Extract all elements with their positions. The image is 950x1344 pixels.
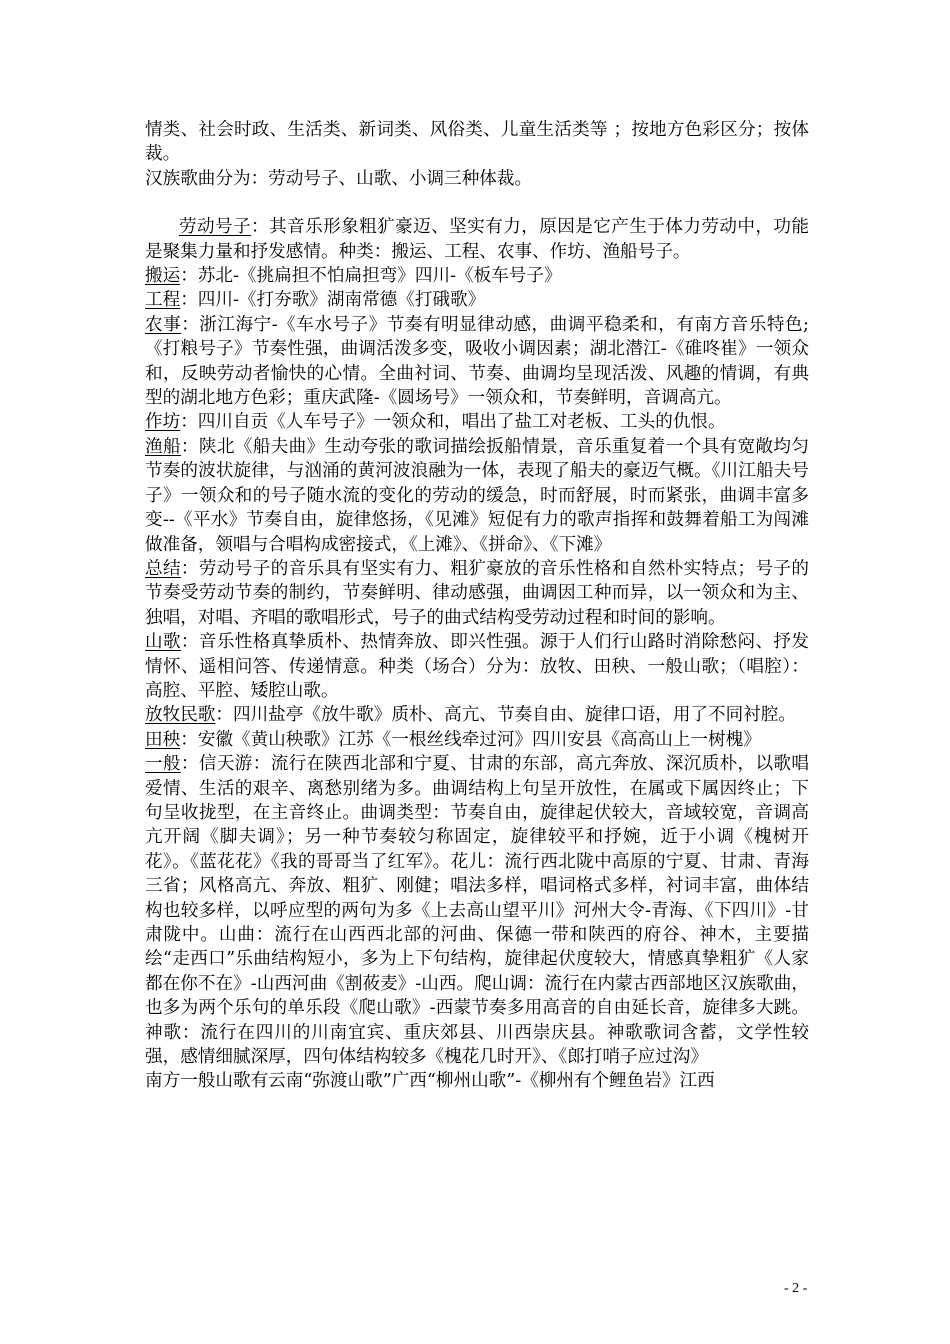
paragraph-text: ：四川自贡《人车号子》一领众和，唱出了盐工对老板、工头的仇恨。 [180, 412, 726, 433]
heading-herding: 放牧民歌 [145, 705, 216, 726]
paragraph-text: ：其音乐形象粗犷豪迈、坚实有力，原因是它产生于体力劳动中，功能是聚集力量和抒发感情。种类：搬运、工程、农事、作坊、渔船号子。 [145, 217, 809, 262]
paragraph-transport [145, 264, 809, 288]
paragraph-text: 南方一般山歌有云南“弥渡山歌”广西“柳州山歌”-《柳州有个鲤鱼岩》江西 [145, 1071, 715, 1092]
paragraph-genres [145, 167, 809, 191]
heading-boatmen: 渔船 [145, 436, 181, 457]
paragraph-southern [145, 1069, 809, 1093]
paragraph-text: ：安徽《黄山秧歌》江苏《一根丝线牵过河》四川安县《高高山上一树槐》 [180, 729, 761, 750]
paragraph-rice-planting [145, 728, 809, 752]
paragraph-text: ：信天游：流行在陕西北部和宁夏、甘肃的东部，高亢奔放、深沉质朴，以歌唱爱情、生活的艰辛、离愁别绪为多。曲调结构上句呈开放性，在属或下属因终止；下句呈收拢型，在主音终止。曲调类型：节奏自由，旋律起伏较大，音域较宽，音调高亢开阔《脚夫调》；另一种节奏较匀称固定，旋律较平和抒婉，近于小调《槐树开花》。《蓝花花》《我的哥哥当了红军》。花儿：流行西北陇中高原的宁夏、甘肃、青海三省；风格高亢、奔放、粗犷、刚健；唱法多样，唱词格式多样，衬词丰富，曲体结构也较多样，以呼应型的两句为多《上去高山望平川》河州大令-青海、《下四川》-甘肃陇中。山曲：流行在山西西北部的河曲、保德一带和陕西的府谷、神木，主要描绘“走西口”乐曲结构短小，多为上下句结构，旋律起伏度较大，情感真挚粗犷《人家都在你不在》-山西河曲《割莜麦》-山西。爬山调：流行在内蒙古西部地区汉族歌曲，也多为两个乐句的单乐段《爬山歌》-西蒙节奏多用高音的自由延长音，旋律多大跳。神歌：流行在四川的川南宜宾、重庆郊县、川西崇庆县。神歌歌词含蓄，文学性较强，感情细腻深厚，四句体结构较多《槐花几时开》、《郎打哨子应过沟》 [145, 754, 809, 1068]
heading-rice-planting: 田秧 [145, 729, 181, 750]
paragraph-general [145, 752, 809, 1069]
paragraph-mountain-song [145, 630, 809, 703]
heading-workshop: 作坊 [145, 412, 181, 433]
paragraph-text: ：苏北-《挑扁担不怕扁担弯》四川-《板车号子》 [180, 266, 562, 287]
paragraph-boatmen [145, 435, 809, 557]
heading-general: 一般 [145, 754, 181, 775]
paragraph-herding [145, 703, 809, 727]
paragraph-text: ：四川盐亭《放牛歌》质朴、高亢、节奏自由、旋律口语，用了不同衬腔。 [215, 705, 796, 726]
paragraph-text: 汉族歌曲分为：劳动号子、山歌、小调三种体裁。 [145, 168, 533, 189]
heading-summary: 总结 [145, 558, 181, 579]
heading-transport: 搬运 [145, 266, 181, 287]
paragraph-text: ：陕北《船夫曲》生动夸张的歌词描绘扳船情景，音乐重复着一个具有宽敞均匀节奏的波状旋律，与汹涌的黄河波浪融为一体，表现了船夫的豪迈气概。《川江船夫号子》一领众和的号子随水流的变化的劳动的缓急，时而舒展，时而紧张，曲调丰富多变--《平水》节奏自由，旋律悠扬，《见滩》短促有力的歌声指挥和鼓舞着船工为闯滩做准备，领唱与合唱构成密接式，《上滩》、《拼命》、《下滩》 [145, 436, 809, 555]
heading-mountain-song: 山歌 [145, 632, 181, 653]
paragraph-spacer [145, 191, 809, 215]
page-number: - 2 - [784, 1281, 808, 1296]
paragraph-text: ：音乐性格真挚质朴、热情奔放、即兴性强。源于人们行山路时消除愁闷、抒发情怀、遥相问答、传递情意。种类（场合）分为：放牧、田秧、一般山歌；（唱腔）：高腔、平腔、矮腔山歌。 [145, 632, 809, 701]
document-body [145, 118, 809, 1094]
heading-labor-chant: 劳动号子 [179, 217, 252, 238]
paragraph-engineering [145, 288, 809, 312]
paragraph-labor-chant [145, 215, 809, 264]
paragraph-summary [145, 557, 809, 630]
paragraph-workshop [145, 410, 809, 434]
paragraph-text: ：四川-《打夯歌》湖南常德《打硪歌》 [180, 290, 486, 311]
paragraph-text: ：劳动号子的音乐具有坚实有力、粗犷豪放的音乐性格和自然朴实特点；号子的节奏受劳动节奏的制约，节奏鲜明、律动感强，曲调因工种而异，以一领众和为主、独唱，对唱、齐唱的歌唱形式，号子的曲式结构受劳动过程和时间的影响。 [145, 558, 809, 628]
paragraph-text: 情类、社会时政、生活类、新词类、风俗类、儿童生活类等 ；按地方色彩区分；按体裁。 [145, 120, 809, 165]
paragraph-text: ：浙江海宁-《车水号子》节奏有明显律动感，曲调平稳柔和，有南方音乐特色;《打粮号子》节奏性强，曲调活泼多变，吸收小调因素；湖北潜江-《碓咚崔》一领众和，反映劳动者愉快的心情。全曲衬词、节奏、曲调均呈现活泼、风趣的情调，有典型的湖北地方色彩；重庆武隆-《圆场号》一领众和，节奏鲜明，音调高亢。 [145, 314, 809, 409]
heading-farming: 农事 [145, 314, 182, 335]
heading-engineering: 工程 [145, 290, 181, 311]
paragraph-classification [145, 118, 809, 167]
paragraph-farming [145, 313, 809, 411]
